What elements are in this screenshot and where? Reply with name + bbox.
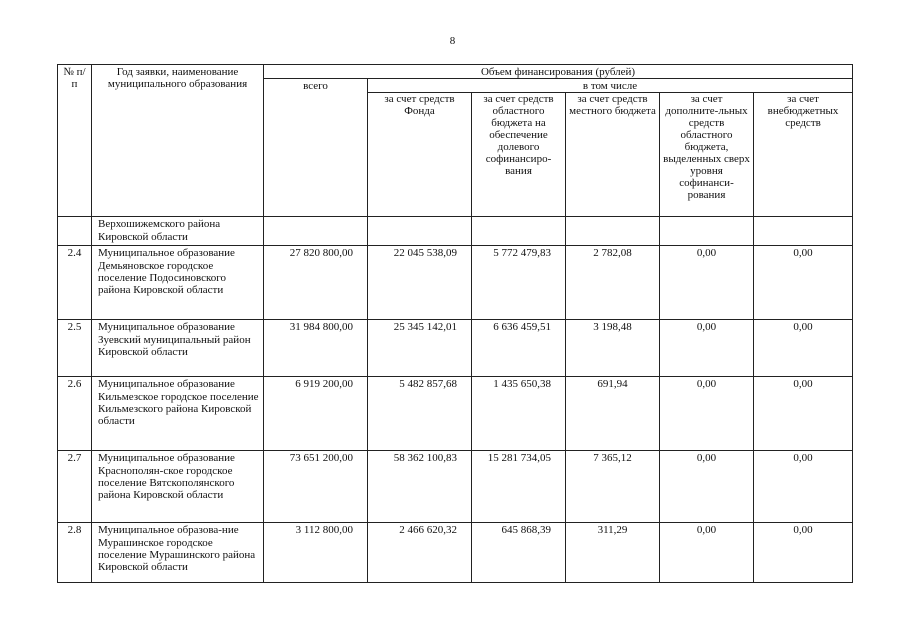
row-total: 3 112 800,00 [264, 523, 368, 583]
row-regional: 1 435 650,38 [472, 377, 566, 451]
row-offbudget [754, 217, 853, 246]
table-row [58, 320, 853, 377]
row-regional: 645 868,39 [472, 523, 566, 583]
header-name: Год заявки, наименование муниципального образования [92, 65, 264, 217]
row-fund [368, 217, 472, 246]
row-extra [660, 217, 754, 246]
row-fund: 5 482 857,68 [368, 377, 472, 451]
row-offbudget: 0,00 [754, 523, 853, 583]
row-number [58, 217, 92, 246]
header-volume: Объем финансирования (рублей) [264, 65, 853, 79]
header-offbudget: за счет внебюджетных средств [754, 93, 853, 217]
row-regional: 6 636 459,51 [472, 320, 566, 377]
row-local: 691,94 [566, 377, 660, 451]
row-extra: 0,00 [660, 451, 754, 523]
row-fund: 22 045 538,09 [368, 246, 472, 320]
page-number: 8 [449, 35, 456, 47]
row-total: 31 984 800,00 [264, 320, 368, 377]
row-regional: 5 772 479,83 [472, 246, 566, 320]
table-row [58, 246, 853, 320]
row-fund: 58 362 100,83 [368, 451, 472, 523]
row-name: Муниципальное образование Краснополян-ское городское поселение Вятскополянского района Кировской области [92, 451, 264, 523]
row-number: 2.6 [58, 377, 92, 451]
row-regional [472, 217, 566, 246]
row-offbudget: 0,00 [754, 246, 853, 320]
row-extra: 0,00 [660, 523, 754, 583]
row-local [566, 217, 660, 246]
header-number: № п/п [58, 65, 92, 217]
header-regional: за счет средств областного бюджета на обеспечение долевого софинансиро-вания [472, 93, 566, 217]
row-number: 2.7 [58, 451, 92, 523]
row-extra: 0,00 [660, 320, 754, 377]
header-extra-regional: за счет дополните-льных средств областного бюджета, выделенных сверх уровня софинанси-рования [660, 93, 754, 217]
row-offbudget: 0,00 [754, 320, 853, 377]
row-fund: 2 466 620,32 [368, 523, 472, 583]
row-extra: 0,00 [660, 377, 754, 451]
row-total [264, 217, 368, 246]
row-total: 73 651 200,00 [264, 451, 368, 523]
row-number: 2.5 [58, 320, 92, 377]
row-offbudget: 0,00 [754, 451, 853, 523]
table-row [58, 523, 853, 583]
row-local: 7 365,12 [566, 451, 660, 523]
row-extra: 0,00 [660, 246, 754, 320]
header-fund: за счет средств Фонда [368, 93, 472, 217]
row-regional: 15 281 734,05 [472, 451, 566, 523]
table-row [58, 377, 853, 451]
row-local: 3 198,48 [566, 320, 660, 377]
row-local: 311,29 [566, 523, 660, 583]
header-local: за счет средств местного бюджета [566, 93, 660, 217]
row-total: 27 820 800,00 [264, 246, 368, 320]
row-name: Муниципальное образование Кильмезское городское поселение Кильмезского района Кировской области [92, 377, 264, 451]
table-row [58, 451, 853, 523]
financing-table [57, 64, 853, 583]
row-name: Верхошижемского района Кировской области [92, 217, 264, 246]
row-total: 6 919 200,00 [264, 377, 368, 451]
row-name: Муниципальное образование Зуевский муниципальный район Кировской области [92, 320, 264, 377]
row-name: Муниципальное образова-ние Мурашинское городское поселение Мурашинского района Кировской области [92, 523, 264, 583]
row-local: 2 782,08 [566, 246, 660, 320]
row-number: 2.8 [58, 523, 92, 583]
row-offbudget: 0,00 [754, 377, 853, 451]
row-fund: 25 345 142,01 [368, 320, 472, 377]
row-name: Муниципальное образование Демьяновское городское поселение Подосиновского района Кировской области [92, 246, 264, 320]
row-number: 2.4 [58, 246, 92, 320]
header-including: в том числе [368, 79, 853, 93]
table-row [58, 217, 853, 246]
header-total: всего [264, 79, 368, 217]
